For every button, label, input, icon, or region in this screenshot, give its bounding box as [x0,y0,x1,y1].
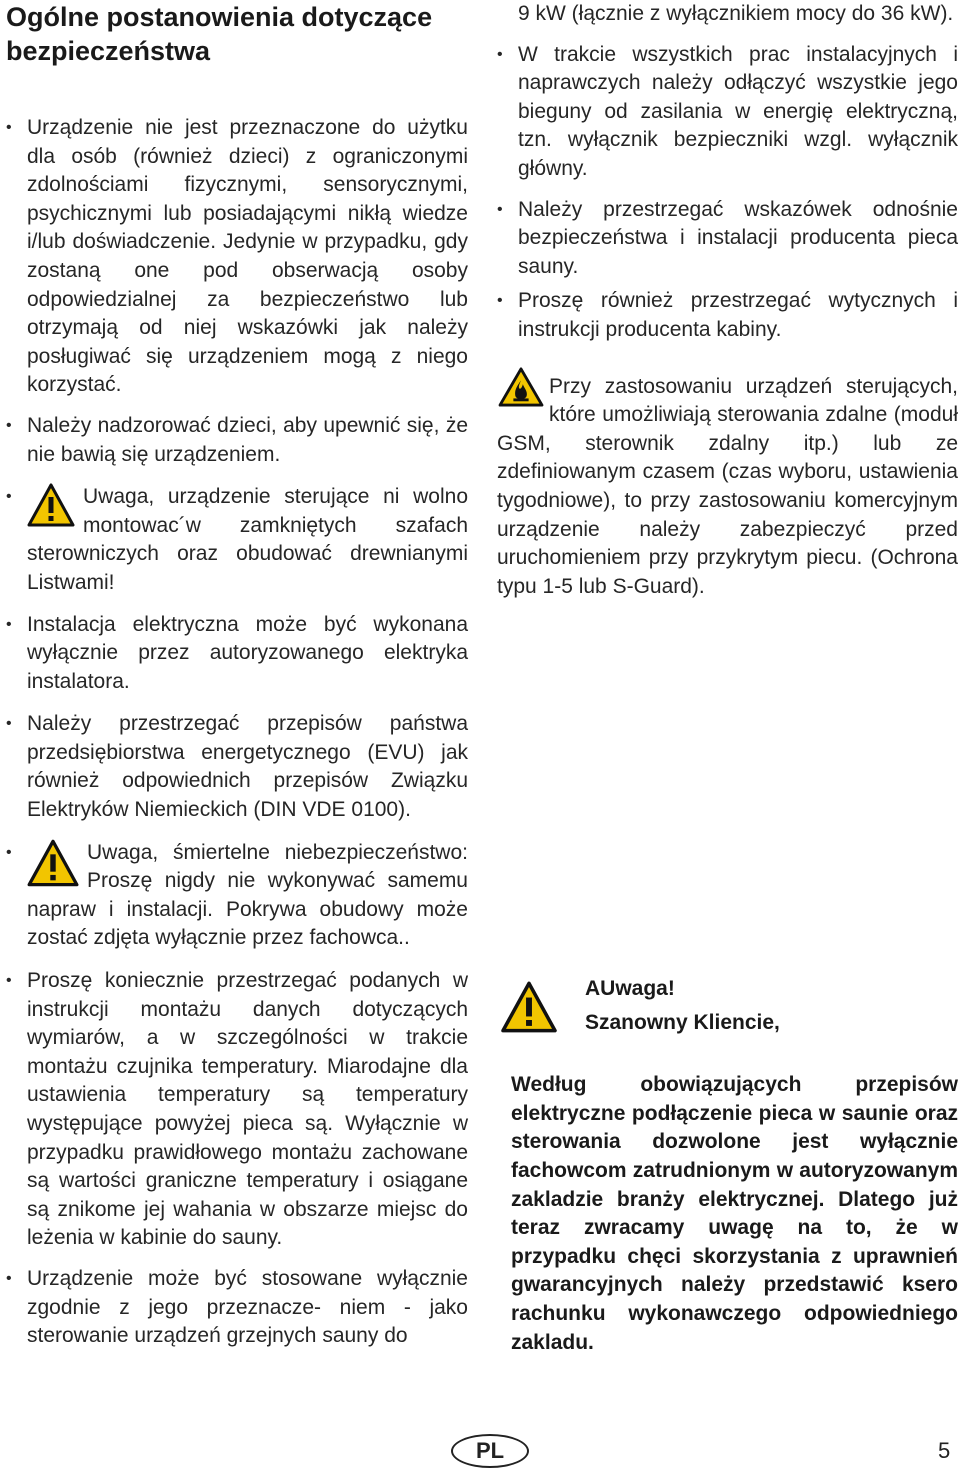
language-badge: PL [451,1434,529,1468]
notice-title: AUwaga! [585,977,675,1001]
page-number: 5 [938,1438,951,1463]
page-title: Ogólne postanowienia dotyczące bezpieczeństwa [6,2,433,66]
fire-note [497,373,958,602]
list-item-warning [6,839,468,953]
warning-icon [27,483,75,527]
right-column [497,0,958,1357]
list-item: • Należy nadzorować dzieci, aby upewnić się, że nie bawią się urządzeniem. [6,412,468,469]
list-item: • Instalacja elektryczna może być wykonana wyłącznie przez autoryzowanego elektryka instalatora. [6,611,468,697]
notice-greeting: Szanowny Kliencie, [585,1011,780,1035]
list-item: • Urządzenie może być stosowane wyłącznie zgodnie z jego przeznacze- niem - jako sterowanie urządzeń grzejnych sauny do [6,1265,468,1351]
fire-note-text: Przy zastosowaniu urządzeń sterujących, które umożliwiają sterowania zdalne (moduł GSM, sterownik zdalny itp.) lub ze zdefiniowanym czasem (czas wyboru, ustawienia tygodniowe), to przy zastosowaniu komercyjnym urządzenie należy zabezpieczyć przed uruchomieniem przy przykrytym piecu. (Ochrona typu 1-5 lub S-Guard). [497,374,958,598]
continuation-text: 9 kW (łącznie z wyłącznikiem mocy do 36 kW). [518,2,954,25]
warning-icon [500,981,558,1033]
list-item-warning [6,483,468,597]
list-item: • W trakcie wszystkich prac instalacyjnych i naprawczych należy odłączyć wszystkie jego bieguny od zasilania w energię elektryczną, tzn. wyłącznik bezpieczniki wzgl. wyłącznik główny. [497,41,958,184]
list-item: • Urządzenie nie jest przeznaczone do użytku dla osób (również dzieci) z ograniczonymi zdolnościami fizycznymi, sensorycznymi, psychicznymi lub posiadającymi nikłą wiedze i/lub doświadczenie. Jedynie w przypadku, gdy zostaną one pod obserwacją osoby odpowiedzialnej za bezpieczeństwo lub otrzymają od niej wskazówki jak należy posługiwać się urządzeniem mogą z niego korzystać. [6,114,468,400]
warning-text: Uwaga, urządzenie sterujące ni wolno montowac´w zamkniętych szafach sterowniczych oraz obudować drewnianymi Listwami! [27,485,468,594]
warning-icon [27,839,79,887]
left-column [6,0,468,1351]
list-item: • Proszę koniecznie przestrzegać podanych w instrukcji montażu danych dotyczących wymiarów, a w szczególności w trakcie montażu czujnika temperatury. Miarodajne dla ustawienia temperatury są temperatury występujące powyżej pieca są. Wyłącznie w przypadku prawidłowego montażu zachowane są wartości graniczne temperatury i osiągane są znikome jej wahania w obszarze miejsc do leżenia w kabinie do sauny. [6,967,468,1253]
list-item: • Należy przestrzegać wskazówek odnośnie bezpieczeństwa i instalacji producenta pieca sauny. [497,196,958,282]
notice-block [497,977,958,1357]
list-item: • Proszę również przestrzegać wytycznych i instrukcji producenta kabiny. [497,287,958,344]
list-item: • Należy przestrzegać przepisów państwa przedsiębiorstwa energetycznego (EVU) jak również odpowiednich przepisów Związku Elektryków Niemieckich (DIN VDE 0100). [6,710,468,824]
notice-body: Według obowiązujących przepisów elektryczne podłączenie pieca w saunie oraz sterowania dozwolone jest wyłącznie fachowcom zatrudnionym w autoryzowanym zakladzie branży elektrycznej. Dlatego już teraz zwracamy uwagę na to, że w przypadku chęci skorzystania z uprawnień gwarancyjnych należy przedstawić ksero rachunku wykonawczego odpowiedniego zakladu. [511,1073,958,1354]
fire-warning-icon [497,367,545,407]
warning-text: Uwaga, śmiertelne niebezpieczeństwo: Proszę nigdy nie wykonywać samemu napraw i instalacji. Pokrywa obudowy może zostać zdjęta wyłącznie przez fachowca.. [27,840,468,950]
